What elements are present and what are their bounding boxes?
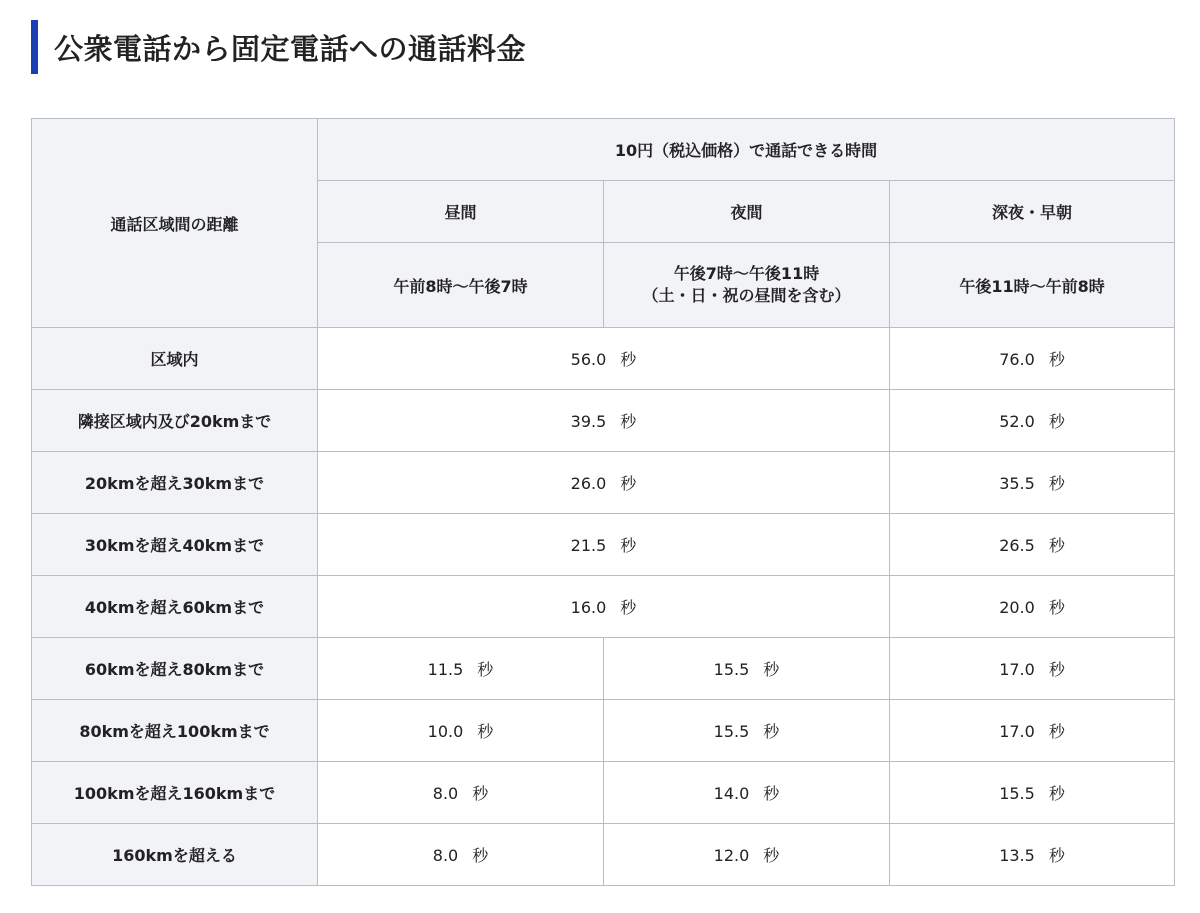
value-cell: 17.0 秒 bbox=[890, 700, 1175, 762]
column-header-day: 昼間 bbox=[318, 181, 604, 243]
value-cell: 39.5 秒 bbox=[318, 390, 890, 452]
table-row bbox=[32, 576, 1175, 638]
table-row bbox=[32, 824, 1175, 886]
value-cell: 26.0 秒 bbox=[318, 452, 890, 514]
row-label: 80kmを超え100kmまで bbox=[32, 700, 318, 762]
table-row bbox=[32, 390, 1175, 452]
value-cell: 52.0 秒 bbox=[890, 390, 1175, 452]
row-label: 60kmを超え80kmまで bbox=[32, 638, 318, 700]
value-cell: 15.5 秒 bbox=[604, 638, 890, 700]
row-label: 隣接区域内及び20kmまで bbox=[32, 390, 318, 452]
value-cell: 26.5 秒 bbox=[890, 514, 1175, 576]
value-cell: 15.5 秒 bbox=[604, 700, 890, 762]
page-title: 公衆電話から固定電話への通話料金 bbox=[54, 31, 527, 66]
table-row bbox=[32, 452, 1175, 514]
column-header-late: 深夜・早朝 bbox=[890, 181, 1175, 243]
value-cell: 10.0 秒 bbox=[318, 700, 604, 762]
column-header-night: 夜間 bbox=[604, 181, 890, 243]
page-heading bbox=[31, 20, 526, 74]
value-cell: 13.5 秒 bbox=[890, 824, 1175, 886]
table-row bbox=[32, 762, 1175, 824]
time-range-night-note: （土・日・祝の昼間を含む） bbox=[642, 286, 851, 305]
time-range-night-hours: 午後7時〜午後11時 bbox=[673, 264, 820, 283]
table-row bbox=[32, 514, 1175, 576]
value-cell: 8.0 秒 bbox=[318, 824, 604, 886]
rate-table bbox=[31, 118, 1175, 886]
value-cell: 15.5 秒 bbox=[890, 762, 1175, 824]
value-cell: 14.0 秒 bbox=[604, 762, 890, 824]
value-cell: 16.0 秒 bbox=[318, 576, 890, 638]
table-row bbox=[32, 700, 1175, 762]
row-label: 30kmを超え40kmまで bbox=[32, 514, 318, 576]
value-cell: 8.0 秒 bbox=[318, 762, 604, 824]
value-cell: 21.5 秒 bbox=[318, 514, 890, 576]
time-range-late: 午後11時〜午前8時 bbox=[890, 243, 1175, 328]
row-label: 20kmを超え30kmまで bbox=[32, 452, 318, 514]
time-range-night bbox=[604, 243, 890, 328]
value-cell: 35.5 秒 bbox=[890, 452, 1175, 514]
group-header: 10円（税込価格）で通話できる時間 bbox=[318, 119, 1175, 181]
value-cell: 11.5 秒 bbox=[318, 638, 604, 700]
value-cell: 76.0 秒 bbox=[890, 328, 1175, 390]
row-label: 区域内 bbox=[32, 328, 318, 390]
time-range-day: 午前8時〜午後7時 bbox=[318, 243, 604, 328]
value-cell: 20.0 秒 bbox=[890, 576, 1175, 638]
value-cell: 17.0 秒 bbox=[890, 638, 1175, 700]
value-cell: 56.0 秒 bbox=[318, 328, 890, 390]
row-label: 100kmを超え160kmまで bbox=[32, 762, 318, 824]
table-row bbox=[32, 638, 1175, 700]
row-label: 160kmを超える bbox=[32, 824, 318, 886]
value-cell: 12.0 秒 bbox=[604, 824, 890, 886]
table-row bbox=[32, 328, 1175, 390]
distance-header: 通話区域間の距離 bbox=[32, 119, 318, 328]
row-label: 40kmを超え60kmまで bbox=[32, 576, 318, 638]
heading-accent-bar bbox=[31, 20, 38, 74]
